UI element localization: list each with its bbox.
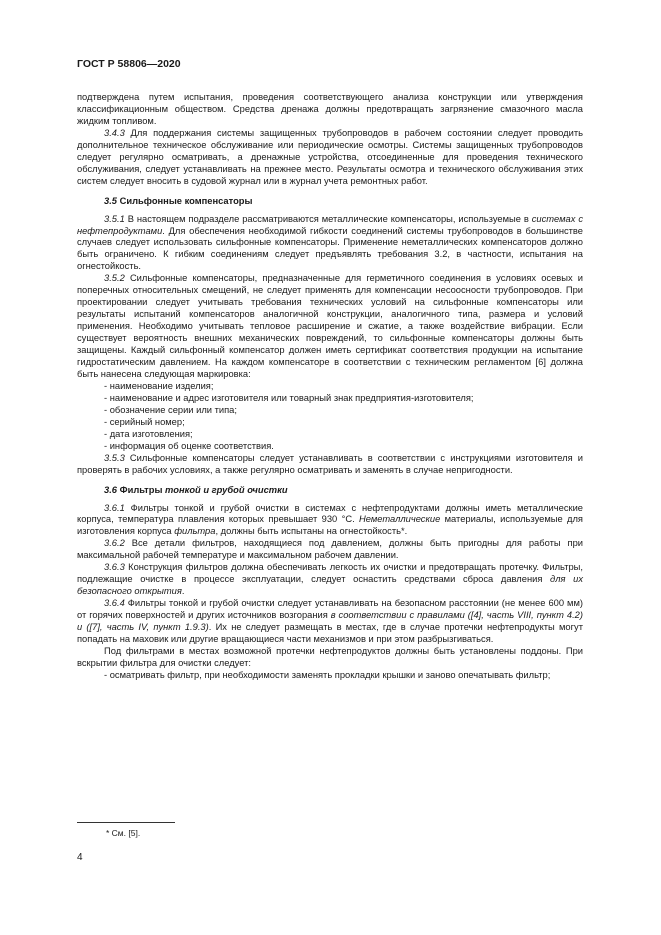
list-item: - информация об оценке соответствия. — [104, 440, 274, 451]
paragraph-text: , должны быть испытаны на огнестойкость*. — [215, 526, 408, 537]
list-item: - обозначение серии или типа; — [104, 404, 237, 415]
paragraph-emphasis: Неметаллические — [359, 514, 441, 525]
clause-number: 3.4.3 — [104, 127, 125, 138]
paragraph-text: материалы, используемые для изготовления корпуса — [77, 514, 583, 537]
paragraph-emphasis: фильтра — [174, 526, 216, 537]
paragraph-text: . Для обеспечения необходимой гибкости соединений системы трубопроводов в большинстве случаев следует использовать сильфонные компенсаторы. Применение неметаллических компенсаторов должно быть ограничено. К гибким соединениям следует предъявлять требования 3.2, в частности, испытания на огнестойкость. — [77, 225, 583, 272]
footnote: * См. [5]. — [106, 828, 141, 838]
clause-number: 3.5.2 — [104, 273, 125, 284]
clause-number: 3.5.1 — [104, 213, 125, 224]
paragraph-3-4-3 — [77, 128, 583, 188]
section-number: 3.5 — [104, 195, 117, 206]
list-item: - серийный номер; — [104, 416, 185, 427]
footnote-separator — [77, 822, 175, 823]
paragraph: подтверждена путем испытания, проведения соответствующего анализа конструкции или утверждения классификационным обществом. Средства дренажа должны предотвращать загрязнение смазочного масла жидким топливом. — [77, 92, 583, 126]
paragraph-text: Сильфонные компенсаторы, предназначенные для герметичного соединения в условиях осевых и поперечных относительных смещений, не следует применять для компенсации несоосности трубопроводов. При проектировании следует учитывать требования технических условий на сильфонные компенсаторы или результаты испытаний компенсаторов аналогичной конструкции, аналогичного типа, размера и условий применения. Необходимо учитывать тепловое расширение и сжатие, а также воздействие вибрации. Если существует вероятность внешних механических повреждений, то сильфонные компенсаторы должны быть защищены. Каждый сильфонный компенсатор должен иметь сертификат соответствия продукции на испытание гидростатическим давлением. На каждом компенсаторе в соответствии с техническим регламентом [6] должна быть нанесена следующая маркировка: — [77, 273, 583, 379]
paragraph-text: . Их не следует размещать в местах, где в случае протечки нефтепродукты могут попадать на маховик или другие вращающиеся части механизмов и при этом разбрызгиваться. — [77, 622, 583, 644]
paragraph-text: В настоящем подразделе рассматриваются металлические компенсаторы, используемые в — [124, 213, 532, 224]
paragraph-3-6-1 — [77, 503, 583, 539]
paragraph-3-6-2 — [77, 538, 583, 562]
paragraph-text: Фильтры тонкой и грубой очистки в системах с нефтепродуктами должны иметь металлические корпуса, температура плавления которых превышает 930 °C. — [77, 502, 583, 525]
paragraph-text: . — [181, 586, 185, 597]
paragraph-3-5-2 — [77, 273, 583, 381]
paragraph-3-5-1 — [77, 214, 583, 274]
paragraph-text: Конструкция фильтров должна обеспечивать легкость их очистки и предотвращать протечку. Фильтры, подлежащие очистке в процессе эксплуатации, следует оснастить средствами сброса давления — [77, 562, 583, 585]
paragraph-3-5-3 — [77, 453, 583, 477]
document-header: ГОСТ Р 58806—2020 — [77, 58, 181, 70]
clause-number: 3.6.2 — [104, 538, 125, 549]
paragraph-3-6-4 — [77, 598, 583, 646]
paragraph-emphasis: системах с нефтепродуктами — [77, 213, 583, 236]
clause-number: 3.6.4 — [104, 598, 125, 609]
list-item: - дата изготовления; — [104, 428, 193, 439]
section-heading-3-6 — [77, 485, 583, 497]
paragraph: Под фильтрами в местах возможной протечки нефтепродуктов должны быть установлены поддоны. При вскрытии фильтра для очистки следует: — [77, 645, 583, 668]
paragraph-text: Для поддержания системы защищенных трубопроводов в рабочем состоянии следует проводить дополнительное техническое обслуживание или периодические осмотры. Системы защищенных трубопроводов следует регулярно осматривать, а дренажные устройства, отсоединенные для проведения технического обслуживания, следует устанавливать на прежнее место. Результаты осмотра и технического обслуживания этих систем следует вносить в судовой журнал или в журнал учета ремонтных работ. — [77, 127, 583, 186]
clause-number: 3.6.1 — [104, 502, 125, 513]
paragraph: - осматривать фильтр, при необходимости заменять прокладки крышки и заново опечатывать фильтр; — [104, 669, 551, 680]
page-body — [77, 92, 583, 682]
paragraph-3-6-3 — [77, 562, 583, 598]
section-title-emphasis: тонкой и грубой очистки — [165, 484, 288, 495]
list-item: - наименование и адрес изготовителя или товарный знак предприятия-изготовителя; — [104, 392, 474, 403]
paragraph-text: Все детали фильтров, находящиеся под давлением, должны быть пригодны для работы при максимальной рабочей температуре и максимальном рабочем давлении. — [77, 538, 583, 561]
paragraph-text: Сильфонные компенсаторы следует устанавливать в соответствии с инструкциями изготовителя и проверять в рабочих условиях, а также регулярно осматривать и заменять в случае непригодности. — [77, 452, 583, 475]
paragraph-emphasis: для их безопасного открытия — [77, 574, 583, 597]
section-title: Сильфонные компенсаторы — [117, 195, 253, 206]
section-heading-3-5 — [77, 196, 583, 208]
clause-number: 3.6.3 — [104, 562, 125, 573]
list-item: - наименование изделия; — [104, 380, 214, 391]
paragraph-text: Фильтры тонкой и грубой очистки следует устанавливать на безопасном расстоянии (не менее 600 мм) от горячих поверхностей и других источников возгорания — [77, 598, 583, 621]
paragraph-reference: в соответствии с правилами ([4], часть VIII, пункт 4.2) и ([7], часть IV, пункт 1.9.3) — [77, 610, 583, 633]
clause-number: 3.5.3 — [104, 452, 125, 463]
section-number: 3.6 — [104, 484, 117, 495]
section-title: Фильтры — [117, 484, 166, 495]
page-number: 4 — [77, 852, 83, 863]
